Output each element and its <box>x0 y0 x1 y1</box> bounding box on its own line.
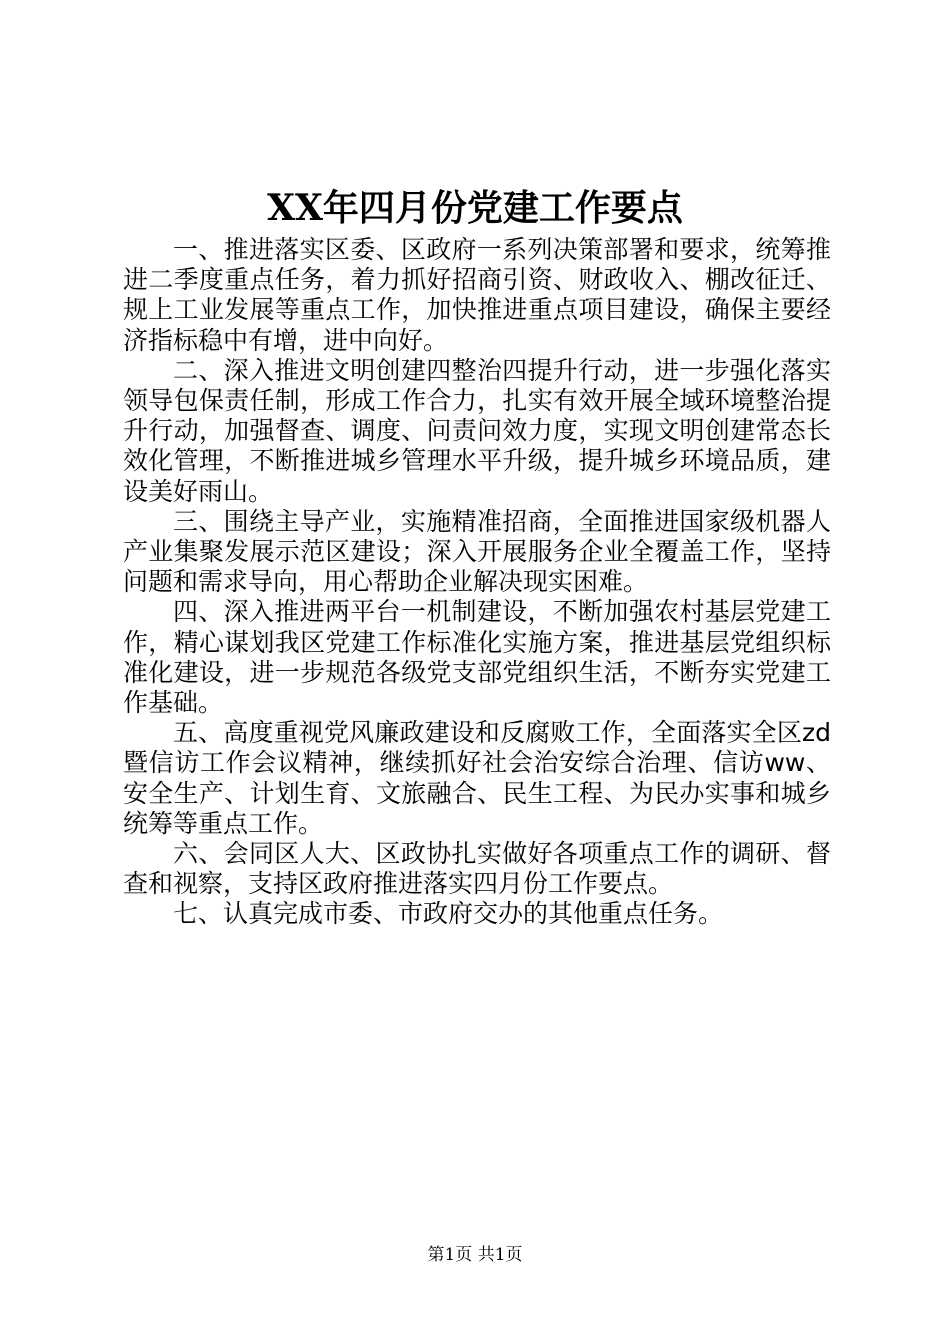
document-title: XX年四月份党建工作要点 <box>267 187 683 229</box>
paragraph-7: 七、认真完成市委、市政府交办的其他重点任务。 <box>173 899 724 929</box>
page-footer: 第1页 共1页 <box>427 1245 523 1265</box>
document-body <box>123 235 831 930</box>
paragraph-3: 三、围绕主导产业，实施精准招商，全面推进国家级机器人产业集聚发展示范区建设；深入开展服务企业全覆盖工作，坚持问题和需求导向，用心帮助企业解决现实困难。 <box>123 506 831 597</box>
paragraph-6: 六、会同区人大、区政协扎实做好各项重点工作的调研、督查和视察，支持区政府推进落实四月份工作要点。 <box>123 839 831 899</box>
paragraph-1: 一、推进落实区委、区政府一系列决策部署和要求，统筹推进二季度重点任务，着力抓好招商引资、财政收入、棚改征迁、规上工业发展等重点工作，加快推进重点项目建设，确保主要经济指标稳中有增，进中向好。 <box>123 235 831 355</box>
paragraph-5: 五、高度重视党风廉政建设和反腐败工作，全面落实全区zd暨信访工作会议精神，继续抓好社会治安综合治理、信访ww、安全生产、计划生育、文旅融合、民生工程、为民办实事和城乡统筹等重点工作。 <box>123 718 831 838</box>
paragraph-4: 四、深入推进两平台一机制建设，不断加强农村基层党建工作，精心谋划我区党建工作标准化实施方案，推进基层党组织标准化建设，进一步规范各级党支部党组织生活，不断夯实党建工作基础。 <box>123 597 831 718</box>
paragraph-2: 二、深入推进文明创建四整治四提升行动，进一步强化落实领导包保责任制，形成工作合力，扎实有效开展全域环境整治提升行动，加强督查、调度、问责问效力度，实现文明创建常态长效化管理，不断推进城乡管理水平升级，提升城乡环境品质，建设美好雨山。 <box>123 355 831 506</box>
